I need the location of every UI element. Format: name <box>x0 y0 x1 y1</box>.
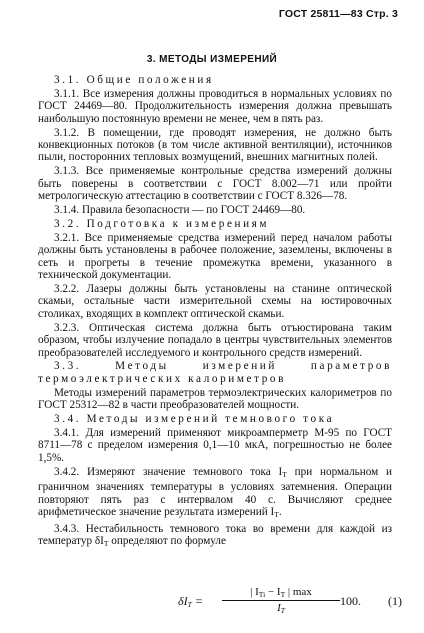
paragraph: 3.4.1. Для измерений применяют микроамперметр М-95 по ГОСТ 8711—78 с пределом измерения 0,1—10 мкА, погрешностью не более 1,5%. <box>38 426 392 464</box>
page-header: ГОСТ 25811—83 Стр. 3 <box>278 8 398 20</box>
subsection-heading: 3.2. Подготовка к измерениям <box>54 217 270 230</box>
paragraph: 3.1.1. Все измерения должны проводиться в нормальных условиях по ГОСТ 24469—80. Продолжительность измерения должна превышать наибольшую постоянную времени не менее, чем в пять раз. <box>38 87 392 125</box>
paragraph: Методы измерений параметров термоэлектрических калориметров по ГОСТ 25312—82 в части преобразователей мощности. <box>38 386 392 412</box>
subsection-heading: 3.3. Методы измерений параметров термоэлектрических калориметров <box>38 360 392 385</box>
formula-multiplier: 100. <box>340 594 361 608</box>
formula-numerator: | $I_{Ti} - I_T$ | max <box>222 586 340 601</box>
formula-lhs: $\delta I_T$ = <box>178 594 203 609</box>
paragraph: 3.2.1. Все применяемые средства измерений перед началом работы должны быть установлены в рабочее положение, заземлены, включены в сеть и прогреты в течение промежутка времени, указанного в технической документации. <box>38 231 392 282</box>
paragraph: 3.1.2. В помещении, где проводят измерения, не должно быть конвекционных потоков (в том числе активной вентиляции), источников пыли, посторонних тепловых возмущений, внешних магнитных полей. <box>38 126 392 164</box>
paragraph: 3.4.2. Измеряют значение темнового тока $I_T$ при нормальном и граничном значениях температуры в условиях затемнения. Операции повторяют пять раз с интервалом 40 с. Вычисляют среднее арифметическое значение результата измерений $I_T$. <box>38 465 392 519</box>
subsection-heading: 3.1. Общие положения <box>54 74 214 86</box>
paragraph: 3.1.4. Правила безопасности — по ГОСТ 24469—80. <box>54 204 306 217</box>
section-title: 3. МЕТОДЫ ИЗМЕРЕНИЙ <box>146 54 278 65</box>
formula-1 <box>0 586 424 626</box>
paragraph: 3.2.2. Лазеры должны быть установлены на станине оптической скамьи, остальные части измерительной схемы на юстировочных столиках, входящих в комплект оптической скамьи. <box>38 283 392 320</box>
paragraph: 3.1.3. Все применяемые контрольные средства измерений должны быть поверены в соответствии с ГОСТ 8.002—71 или пройти метрологическую аттестацию в соответствии с ГОСТ 8.326—78. <box>38 165 392 203</box>
paragraph: 3.4.3. Нестабильность темнового тока во времени для каждой из температур $\delta I_T$ определяют по формуле <box>38 522 392 549</box>
formula-denominator: $I_T$ <box>277 602 285 615</box>
subsection-heading: 3.4. Методы измерений темнового тока <box>54 413 335 426</box>
paragraph: 3.2.3. Оптическая система должна быть отъюстирована таким образом, чтобы излучение попадало в центры чувствительных элементов преобразователей исследуемого и контрольного средств измерений. <box>38 321 392 359</box>
formula-number: (1) <box>388 594 402 608</box>
formula-fraction <box>222 586 340 615</box>
document-body <box>38 74 392 552</box>
